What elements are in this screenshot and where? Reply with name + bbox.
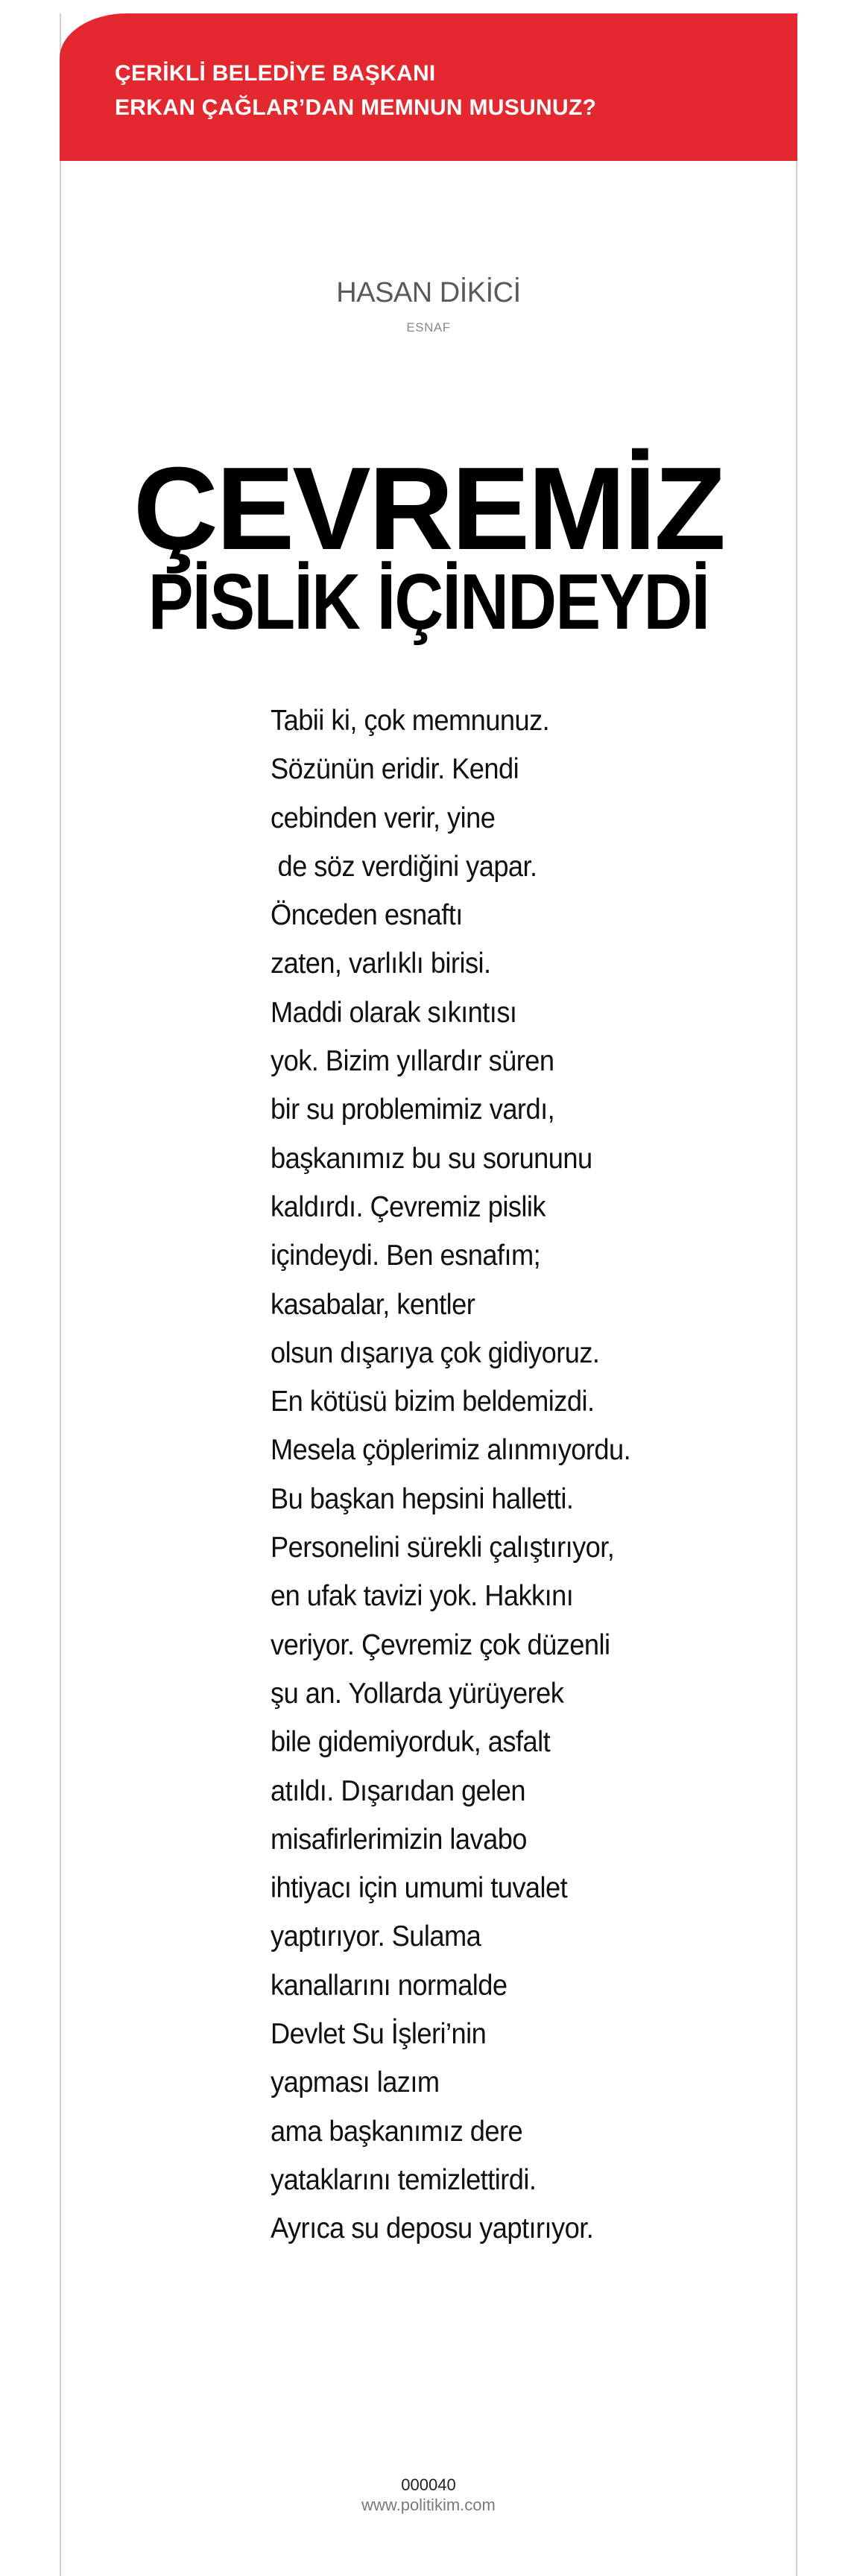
banner-title-line-1: ÇERİKLİ BELEDİYE BAŞKANI bbox=[115, 61, 436, 86]
footer-code: 000040 bbox=[401, 2475, 456, 2494]
body-line: Önceden esnaftı bbox=[271, 899, 463, 932]
author-role: ESNAF bbox=[406, 320, 451, 334]
headline-line-2: PİSLİK İÇİNDEYDİ bbox=[148, 558, 709, 646]
body-line: Maddi olarak sıkıntısı bbox=[271, 996, 517, 1029]
body-line: zaten, varlıklı birisi. bbox=[271, 948, 491, 980]
body-line: Tabii ki, çok memnunuz. bbox=[271, 705, 550, 737]
body-line: bile gidemiyorduk, asfalt bbox=[271, 1726, 551, 1759]
body-line: Devlet Su İşleri’nin bbox=[271, 2018, 487, 2051]
body-line: ama başkanımız dere bbox=[271, 2115, 523, 2148]
body-line: Sözünün eridir. Kendi bbox=[271, 753, 519, 786]
body-text bbox=[271, 697, 807, 2253]
body-line: Personelini sürekli çalıştırıyor, bbox=[271, 1532, 615, 1564]
headline-line-1: ÇEVREMİZ bbox=[133, 443, 724, 574]
body-line: veriyor. Çevremiz çok düzenli bbox=[271, 1628, 610, 1661]
body-line: şu an. Yollarda yürüyerek bbox=[271, 1677, 564, 1710]
footer-website: www.politikim.com bbox=[361, 2496, 496, 2514]
body-line: Mesela çöplerimiz alınmıyordu. bbox=[271, 1434, 631, 1467]
body-line: Ayrıca su deposu yaptırıyor. bbox=[271, 2212, 594, 2245]
header-banner bbox=[60, 13, 797, 161]
body-line: başkanımız bu su sorununu bbox=[271, 1142, 592, 1175]
body-line: en ufak tavizi yok. Hakkını bbox=[271, 1580, 574, 1613]
body-line: yataklarını temizlettirdi. bbox=[271, 2163, 537, 2196]
body-line: bir su problemimiz vardı, bbox=[271, 1094, 555, 1126]
body-line: yaptırıyor. Sulama bbox=[271, 1920, 481, 1953]
body-line: Bu başkan hepsini halletti. bbox=[271, 1482, 574, 1515]
body-line: ihtiyacı için umumi tuvalet bbox=[271, 1872, 568, 1905]
body-line: kaldırdı. Çevremiz pislik bbox=[271, 1190, 546, 1223]
body-line: misafirlerimizin lavabo bbox=[271, 1823, 527, 1856]
body-line: kanallarını normalde bbox=[271, 1969, 507, 2002]
body-line: atıldı. Dışarıdan gelen bbox=[271, 1774, 526, 1807]
body-line: olsun dışarıya çok gidiyoruz. bbox=[271, 1336, 600, 1369]
body-line: En kötüsü bizim beldemizdi. bbox=[271, 1386, 595, 1418]
banner-title-line-2: ERKAN ÇAĞLAR’DAN MEMNUN MUSUNUZ? bbox=[115, 95, 597, 120]
body-line: yapması lazım bbox=[271, 2066, 440, 2099]
author-name: HASAN DİKİCİ bbox=[336, 277, 521, 308]
body-line: yok. Bizim yıllardır süren bbox=[271, 1045, 554, 1078]
body-line: de söz verdiğini yapar. bbox=[271, 850, 537, 883]
body-line: kasabalar, kentler bbox=[271, 1288, 475, 1321]
body-line: içindeydi. Ben esnafım; bbox=[271, 1240, 541, 1272]
body-line: cebinden verir, yine bbox=[271, 802, 496, 834]
